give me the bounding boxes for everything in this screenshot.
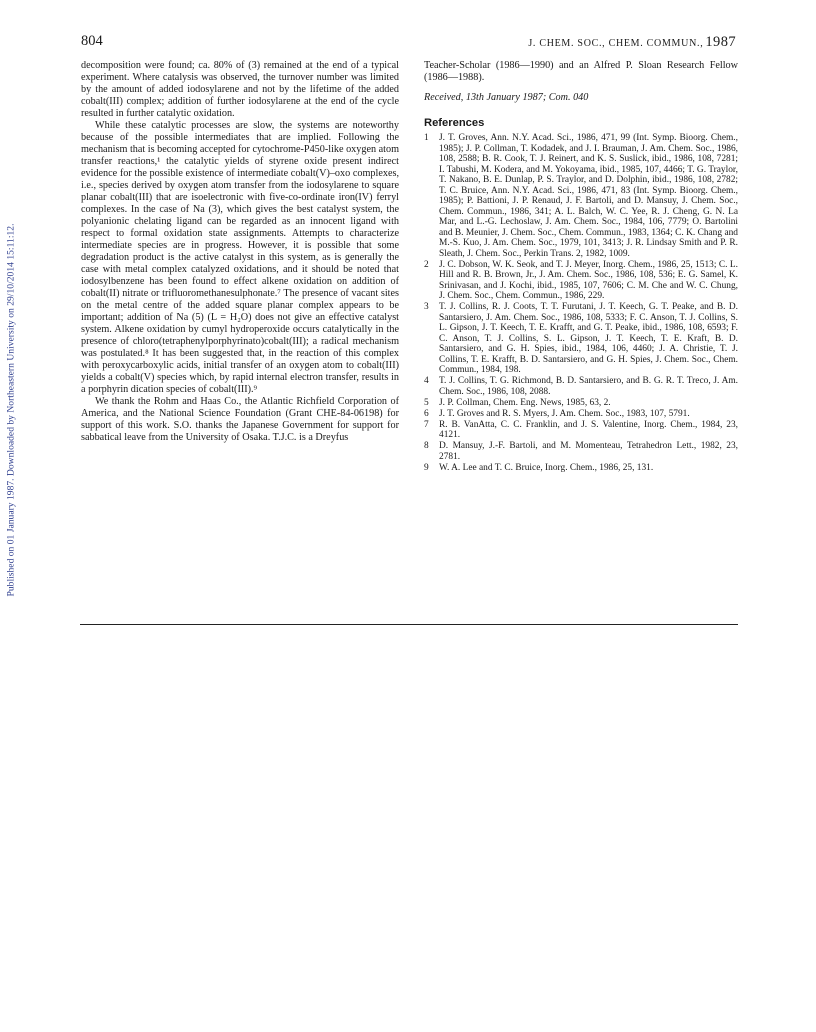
reference-number: 7: [424, 419, 429, 430]
acknowledgement-continuation: Teacher-Scholar (1986—1990) and an Alfred P. Sloan Research Fellow (1986—1988).: [424, 60, 738, 83]
journal-year: 1987: [705, 34, 736, 50]
references-list: [424, 133, 738, 473]
reference-item: [424, 398, 738, 409]
right-column: [424, 60, 738, 474]
download-watermark: [4, 200, 18, 620]
received-date: Received, 13th January 1987; Com. 040: [424, 92, 589, 103]
reference-item: [424, 302, 738, 376]
reference-item: [424, 260, 738, 302]
reference-text: D. Mansuy, J.-F. Bartoli, and M. Momenteau, Tetrahedron Lett., 1982, 23, 2781.: [439, 441, 738, 462]
reference-number: 3: [424, 302, 429, 312]
references-heading: References: [424, 117, 485, 129]
paragraph-continuation: decomposition were found; ca. 80% of (3) remained at the end of a typical experiment. Where catalysis was observed, the turnover number was limited by the amount of added iodosylarene and not by the lifetime of the added cobalt(III) complex; addition of further iodosylarene at the end of the cycle resulted in further catalytic oxidation.: [81, 60, 399, 119]
reference-number: 8: [424, 441, 429, 451]
reference-number: 9: [424, 462, 429, 473]
reference-number: 4: [424, 376, 429, 386]
reference-item: [424, 133, 738, 259]
running-header: [528, 34, 736, 51]
download-watermark-text: Published on 01 January 1987. Downloaded by Northeastern University on 29/10/2014 15:11:12.: [5, 223, 17, 597]
paragraph-acknowledgements: We thank the Rohm and Haas Co., the Atlantic Richfield Corporation of America, and the National Science Foundation (Grant CHE-84-06198) for support of this work. S.O. thanks the Japanese Government for support for sabbatical leave from the University of Osaka. T.J.C. is a Dreyfus: [81, 396, 399, 443]
reference-text: W. A. Lee and T. C. Bruice, Inorg. Chem., 1986, 25, 131.: [439, 462, 654, 473]
reference-item: [424, 420, 738, 441]
reference-text: T. J. Collins, R. J. Coots, T. T. Furutani, J. T. Keech, G. T. Peake, and B. D. Santarsiero, J. Am. Chem. Soc., 1986, 108, 5333; F. C. Anson, T. J. Collins, S. L. Gipson, J. T. Keech, T. E. Krafft, and G. T. Peake, ibid., 1986, 108, 6593; F. C. Anson, T. J. Collins, S. L. Gipson, J. T. Keech, T. E. Kraft, B. D. Santarsiero, and G. H. Spies, ibid., 1984, 106, 4460; J. A. Christie, T. J. Collins, T. E. Krafft, B. D. Santarsiero, and G. H. Spies, J. Chem. Soc., Chem. Commun., 1984, 198.: [439, 302, 738, 375]
page-number: 804: [81, 33, 103, 49]
reference-text: J. P. Collman, Chem. Eng. News, 1985, 63, 2.: [439, 397, 611, 408]
reference-text: J. C. Dobson, W. K. Seok, and T. J. Meyer, Inorg. Chem., 1986, 25, 1513; C. L. Hill and R. B. Brown, Jr., J. Am. Chem. Soc., 1986, 108, 536; E. G. Samel, K. Srinivasan, and J. Kochi, ibid., 1985, 107, 7606; C. M. Che and W. C. Chung, J. Chem. Soc., Chem. Commun., 1986, 229.: [439, 259, 738, 301]
reference-text: J. T. Groves and R. S. Myers, J. Am. Chem. Soc., 1983, 107, 5791.: [439, 408, 690, 419]
reference-item: [424, 463, 738, 474]
reference-item: [424, 441, 738, 462]
reference-text: J. T. Groves, Ann. N.Y. Acad. Sci., 1986, 471, 99 (Int. Symp. Bioorg. Chem., 1985); J. P. Collman, T. Kodadek, and J. I. Brauman, J. Am. Chem. Soc., 1986, 108, 2588; B. R. Cook, T. J. Reinert, and K. S. Suslick, ibid., 1986, 108, 7281; I. Tabushi, M. Kodera, and M. Yokoyama, ibid., 1985, 107, 4466; T. G. Traylor, T. Nakano, B. E. Dunlap, P. S. Traylor, and D. Dolphin, ibid., 1986, 108, 2782; T. C. Bruice, Ann. N.Y. Acad. Sci., 1986, 471, 83 (Int. Symp. Bioorg. Chem., 1985); P. Battioni, J. P. Renaud, J. F. Bartoli, and D. Mansuy, J. Chem. Soc., Chem. Commun., 1986, 341; A. L. Balch, W. C. Yee, R. J. Cheng, G. N. La Mar, and L.-G. Lechoslaw, J. Am. Chem. Soc., 1984, 106, 7779; O. Bartolini and B. Meunier, J. Chem. Soc., Chem. Commun., 1983, 1364; C. K. Chang and M.-S. Kuo, J. Am. Chem. Soc., 1979, 101, 3413; J. R. Lindsay Smith and P. R. Sleath, J. Chem. Soc., Perkin Trans. 2, 1982, 1009.: [439, 133, 738, 259]
left-column: [81, 60, 399, 444]
reference-number: 1: [424, 133, 429, 143]
reference-text: T. J. Collins, T. G. Richmond, B. D. Santarsiero, and B. G. R. T. Treco, J. Am. Chem. Soc., 1986, 108, 2088.: [439, 376, 738, 397]
reference-number: 6: [424, 408, 429, 419]
reference-number: 2: [424, 259, 429, 270]
reference-item: [424, 376, 738, 397]
reference-text: R. B. VanAtta, C. C. Franklin, and J. S. Valentine, Inorg. Chem., 1984, 23, 4121.: [439, 419, 738, 440]
bottom-rule: [80, 624, 738, 625]
paragraph-discussion: While these catalytic processes are slow, the systems are noteworthy because of the possible intermediates that are implied. Following the mechanism that is becoming accepted for cytochrome-P450-like oxygen atom transfer reactions,¹ the catalytic yields of styrene oxide present indirect evidence for the possible existence of intermediate cobalt(V)–oxo complexes, i.e., species derived by oxygen atom transfer from the iodosylarene to square planar cobalt(III) that are isoelectronic with five-co-ordinate iron(IV) ferryl complexes. In the case of Na (3), which gives the best catalyst system, the polyanionic chelating ligand can be regarded as an innocent ligand with respect to formal oxidation state assignments. Attempts to characterize intermediate species are in progress. However, it is possible that some degradation product is the active catalyst in this system, as is generally the case with metal complex catalyzed oxidations, and it should be noted that iodosylbenzene has been found to effect alkene oxidation on addition of cobalt(II) nitrate or trifluoromethanesulphonate.⁷ The presence of vacant sites on the metal centre of the added square planar complex appears to be important; addition of Na (5) (L = H₂O) does not give an effective catalyst system. Alkene oxidation by cumyl hydroperoxide occurs catalytically in the presence of chloro(tetraphenylporphyrinato)cobalt(III); a radical mechanism was postulated.⁸ It has been suggested that, in the reaction of this complex with peroxycarboxylic acids, initial transfer of an oxygen atom to cobalt(III) yields a cobalt(V) species which, by rapid internal electron transfer, results in a porphyrin dication species of cobalt(III).⁹: [81, 120, 399, 395]
journal-name: J. CHEM. SOC., CHEM. COMMUN.,: [528, 38, 704, 49]
reference-number: 5: [424, 397, 429, 408]
reference-item: [424, 409, 738, 420]
